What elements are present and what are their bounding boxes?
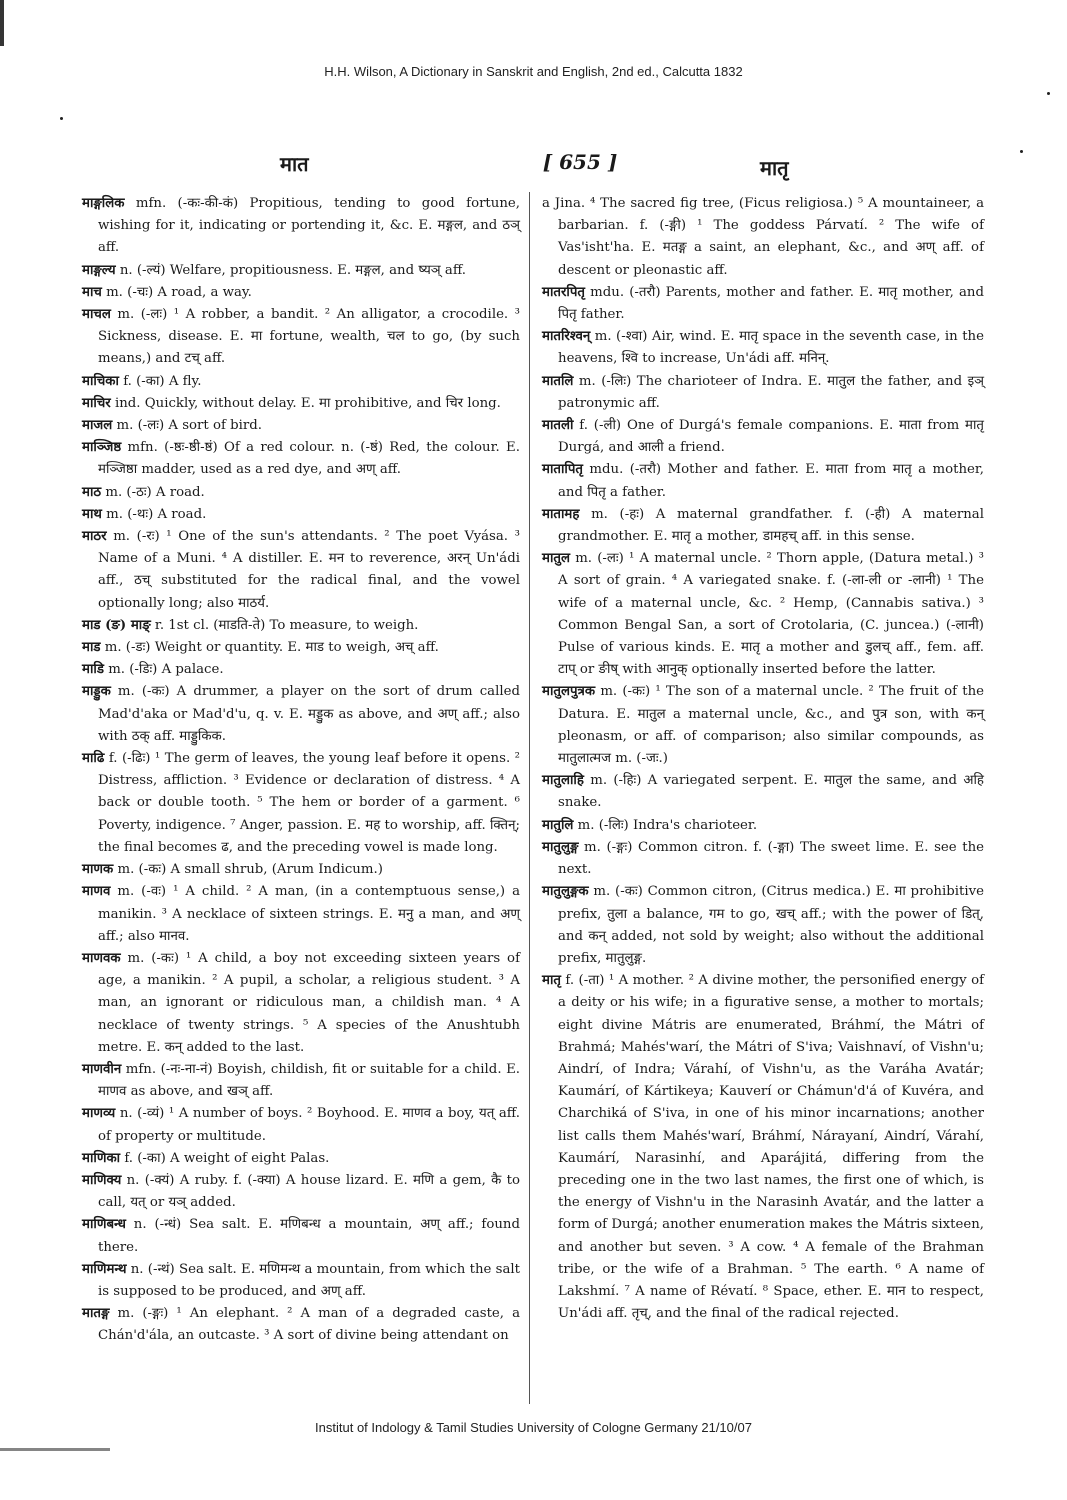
running-head-left-word: मात — [280, 152, 309, 176]
definition-text: n. (-ल्यं) Welfare, propitiousness. E. मङ्गल, and ष्यञ् aff. — [119, 262, 467, 278]
headword: माडि — [82, 662, 104, 678]
headword: माणिबन्ध — [82, 1217, 126, 1233]
headword: माणिका — [82, 1150, 121, 1166]
dictionary-entry — [82, 504, 520, 526]
dictionary-entry — [542, 282, 984, 326]
definition-text: f. (-का) A weight of eight Palas. — [124, 1150, 330, 1166]
definition-text: mdu. (-तरौ) Parents, mother and father. E. मातृ mother, and पितृ father. — [558, 284, 984, 323]
headword: मातङ्ग — [82, 1306, 110, 1322]
definition-text: f. (-ढिः) ¹ The germ of leaves, the young leaf before it opens. ² Distress, affliction. ³ Evidence or declaration of distress. ⁴ A back or double tooth. ⁵ The hem or border of a garment. ⁶ Poverty, indigence. ⁷ Anger, passion. E. मह to worship, aff. क्तिन्; the final becomes ढ, and the preceding vowel is made long. — [98, 751, 520, 855]
definition-text: m. (-ङ्गः) Common citron. f. (-ङ्गा) The sweet lime. E. see the next. — [558, 839, 985, 878]
headword: मातलि — [542, 373, 574, 389]
source-citation: H.H. Wilson, A Dictionary in Sanskrit and English, 2nd ed., Calcutta 1832 — [324, 64, 743, 79]
headword: माङ्गलिक — [82, 196, 125, 211]
definition-text: f. (-ली) One of Durgá's female companions. E. माता from मातृ Durgá, and आली a friend. — [558, 418, 984, 456]
dictionary-entry — [542, 881, 984, 970]
definition-text: mfn. (-नः-ना-नं) Boyish, childish, fit or suitable for a child. E. माणव as above, and खञ् aff. — [98, 1061, 520, 1100]
headword: माणवीन — [82, 1061, 122, 1077]
dictionary-entry — [542, 371, 984, 415]
dictionary-entry — [542, 459, 984, 503]
headword: मातली — [542, 418, 574, 434]
dictionary-entry — [542, 815, 984, 837]
definition-text: mfn. (-ष्ठः-ष्ठी-ष्ठं) Of a red colour. n. (-ष्ठं) Red, the colour. E. मञ्जिष्ठा madder, used as a red dye, and अण् aff. — [98, 440, 520, 478]
digitization-credit: Institut of Indology & Tamil Studies University of Cologne Germany 21/10/07 — [315, 1420, 752, 1435]
dictionary-entry — [82, 482, 520, 504]
scan-edge-mark — [0, 1448, 110, 1451]
headword: मातृ — [542, 973, 561, 989]
dictionary-entry — [82, 1170, 520, 1214]
headword: माथ — [82, 506, 102, 522]
headword: माणक — [82, 862, 114, 878]
running-head — [80, 150, 990, 184]
headword: माच — [82, 284, 102, 300]
definition-text: r. 1st cl. (माडति-ते) To measure, to weigh. — [154, 617, 419, 633]
dictionary-entry — [82, 659, 520, 681]
definition-text: m. (-कः) ¹ The son of a maternal uncle. ² The fruit of the Datura. E. मातुल a maternal uncle, &c., and पुत्र son, with कन् pleonasm, or aff. of comparison; also similar compounds, as मातुलात्मज m. (-जः.) — [558, 684, 984, 767]
dictionary-entry — [82, 859, 520, 881]
definition-text: n. (-न्थं) Sea salt. E. मणिमन्थ a mountain, from which the salt is supposed to be produced, and अण् aff. — [98, 1261, 521, 1299]
scan-edge-mark — [0, 0, 26, 46]
headword: माठर — [82, 529, 107, 545]
definition-text: n. (-व्यं) ¹ A number of boys. ² Boyhood. E. माणव a boy, यत् aff. of property or multitude. — [98, 1106, 521, 1144]
dictionary-entry — [542, 681, 984, 770]
dictionary-entry — [82, 881, 520, 948]
dictionary-entry — [542, 326, 984, 370]
left-column — [82, 193, 520, 1348]
definition-text: m. (-हः) A maternal grandfather. f. (-ही) A maternal grandmother. E. मातृ a mother, डामहच् aff. in this sense. — [558, 506, 984, 545]
running-head-right-word: मातृ — [760, 156, 789, 180]
dictionary-entry — [82, 437, 520, 481]
headword: माणव — [82, 884, 111, 900]
dictionary-entry — [82, 1259, 520, 1303]
dictionary-entry — [542, 770, 984, 814]
definition-text: m. (-ठः) A road. — [105, 484, 205, 500]
dictionary-entry — [542, 970, 984, 1325]
definition-text: m. (-डः) Weight or quantity. E. माड to weigh, अच् aff. — [104, 640, 439, 656]
headword: माङ्गल्य — [82, 262, 116, 278]
headword: माड्डुक — [82, 684, 111, 700]
headword: माचल — [82, 307, 111, 323]
headword: माजल — [82, 418, 113, 434]
headword: मातुलाहि — [542, 773, 584, 789]
definition-text: m. (-चः) A road, a way. — [106, 284, 252, 300]
definition-text: n. (-न्धं) Sea salt. E. मणिबन्ध a mountain, अण् aff.; found there. — [98, 1217, 520, 1255]
definition-text: mfn. (-कः-की-कं) Propitious, tending to good fortune, wishing for it, indicating or portending it, &c. E. मङ्गल, and ठञ् aff. — [98, 196, 520, 256]
dictionary-entry — [82, 1148, 520, 1170]
headword: माचिका — [82, 373, 119, 389]
definition-text: m. (-वः) ¹ A child. ² A man, (in a contemptuous sense,) a manikin. ³ A necklace of sixteen strings. E. मनु a man, and अण् aff.; also मानव. — [98, 884, 520, 944]
dictionary-entry — [82, 1059, 520, 1103]
headword: माठ — [82, 484, 102, 500]
scan-speck — [1047, 92, 1050, 95]
definition-text: m. (-डिः) A palace. — [108, 662, 224, 678]
dictionary-entry — [82, 415, 520, 437]
dictionary-entry — [82, 260, 520, 282]
dictionary-entry — [82, 681, 520, 748]
scan-speck — [1020, 150, 1023, 153]
definition-text: m. (-रः) ¹ One of the sun's attendants. ² The poet Vyása. ³ Name of a Muni. ⁴ A distiller. E. मन to reverence, अरन् Un'ádi aff., ठच् substituted for the radical final, and the vowel optionally long; also माठर्य. — [98, 529, 520, 611]
page-number: [ 655 ] — [542, 150, 618, 174]
dictionary-entry — [82, 282, 520, 304]
definition-text: f. (-का) A fly. — [123, 373, 202, 389]
dictionary-entry — [82, 526, 520, 615]
definition-text: m. (-कः) A drummer, a player on the sort of drum called Mad'd'aka or Mad'd'u, q. v. E. मड्डुक as above, and अण् aff.; also with ठक् aff. माड्डुकिक. — [98, 684, 520, 744]
headword: मातरपितृ — [542, 284, 585, 300]
headword: माणवक — [82, 950, 121, 966]
dictionary-entry — [82, 1303, 520, 1347]
definition-text: m. (-ङ्गः) ¹ An elephant. ² A man of a degraded caste, a Chán'd'ála, an outcaste. ³ A sort of divine being attendant on — [98, 1306, 520, 1344]
column-divider — [529, 192, 530, 1404]
headword: मातरिश्वन् — [542, 329, 591, 345]
dictionary-entry — [542, 837, 984, 881]
dictionary-entry — [542, 548, 984, 681]
definition-text: m. (-लः) A sort of bird. — [116, 418, 262, 434]
headword: मातुलुङ्गक — [542, 884, 589, 900]
headword: माणव्य — [82, 1106, 116, 1122]
definition-text: f. (-ता) ¹ A mother. ² A divine mother, the personified energy of a deity or his wife; in a figurative sense, a mother to mortals; eight divine Mátris are enumerated, Bráhmí, the Mátri of Brahmá; Mahés'warí, the Mátri of S'iva; Vaishnaví, of Vishn'u; Aindrí, of Indra; Várahí, of Vishn'u, as the Varáha Avatár; Kaumárí, of Kártikeya; Kauverí or Chámun'd'á of Kuvéra, and Charchiká of S'iva, in one of his minor incarnations; another list calls them Mahés'warí, Bráhmí, Nárayaní, Aindrí, Várahí, Kaumárí, Narasinhí, and Aparájitá, differing from the preceding one in the two last names, the first one of which, is the energy of Vishn'u in the Narasinh Avatár, and the latter a form of Durgá; another enumeration makes the Mátris sixteen, and another but seven. ³ A cow. ⁴ A female of the Brahman tribe, or the wife of a Brahman. ⁵ The earth. ⁶ A name of Lakshmí. ⁷ A name of Révatí. ⁸ Space, ether. E. मान to respect, Un'ádi aff. तृच्, and the final of the radical rejected. — [558, 973, 985, 1322]
definition-text: m. (-थः) A road. — [106, 506, 207, 522]
definition-text: a Jina. ⁴ The sacred fig tree, (Ficus religiosa.) ⁵ A mountaineer, a barbarian. f. (-ङ्गी) ¹ The goddess Párvatí. ² The wife of Vas'isht'ha. E. मतङ्ग a saint, an elephant, &c., and अण् aff. of descent or pleonastic aff. — [542, 196, 984, 278]
dictionary-entry — [542, 504, 984, 548]
scan-speck — [60, 117, 63, 120]
headword: मातापितृ — [542, 462, 583, 478]
definition-text: m. (-कः) ¹ A child, a boy not exceeding sixteen years of age, a manikin. ² A pupil, a scholar, a religious student. ³ A man, an ignorant or ridiculous man, a childish man. ⁴ A necklace of twenty strings. ⁵ A species of the Anushtubh metre. E. कन् added to the last. — [98, 950, 520, 1055]
definition-text: m. (-कः) A small shrub, (Arum Indicum.) — [117, 862, 383, 878]
dictionary-entry — [82, 304, 520, 371]
definition-text: ind. Quickly, without delay. E. मा prohibitive, and चिर long. — [114, 395, 501, 411]
dictionary-entry — [542, 415, 984, 459]
definition-text: n. (-क्यं) A ruby. f. (-क्या) A house lizard. E. मणि a gem, कै to call, यत् or यञ् added. — [98, 1172, 520, 1211]
dictionary-entry — [82, 371, 520, 393]
dictionary-entry — [542, 193, 984, 282]
headword: मातुलपुत्रक — [542, 684, 596, 700]
headword: मातुल — [542, 551, 570, 567]
definition-text: mdu. (-तरौ) Mother and father. E. माता from मातृ a mother, and पितृ a father. — [558, 462, 984, 500]
headword: मातामह — [542, 506, 580, 522]
headword: माड — [82, 640, 101, 656]
headword: माञ्जिष्ठ — [82, 440, 122, 456]
dictionary-entry — [82, 193, 520, 260]
definition-text: m. (-लः) ¹ A maternal uncle. ² Thorn apple, (Datura metal.) ³ A sort of grain. ⁴ A variegated snake. f. (-ला-ली or -लानी) ¹ The wife of a maternal uncle, &c. ² Hemp, (Cannabis sativa.) ³ Common Bengal San, a sort of Crotolaria, (C. juncea.) (-लानी) Pulse of various kinds. E. मातृ a mother and डुलच् aff., fem. aff. टाप् or ङीष् with आनुक् optionally inserted before the latter. — [558, 551, 984, 678]
definition-text: m. (-लिः) Indra's charioteer. — [577, 817, 758, 833]
headword: माढि — [82, 751, 105, 767]
definition-text: m. (-श्वा) Air, wind. E. मातृ space in the seventh case, in the heavens, श्वि to increase, Un'ádi aff. मनिन्. — [558, 329, 984, 367]
definition-text: m. (-लिः) The charioteer of Indra. E. मातुल the father, and इञ् patronymic aff. — [558, 373, 984, 411]
headword: माणिक्य — [82, 1172, 122, 1188]
dictionary-entry — [82, 748, 520, 859]
right-column — [542, 193, 984, 1325]
headword: माड (ङ) माङ् — [82, 617, 151, 633]
dictionary-entry — [82, 393, 520, 415]
dictionary-entry — [82, 1214, 520, 1258]
dictionary-entry — [82, 637, 520, 659]
definition-text: m. (-कः) Common citron, (Citrus medica.) E. मा prohibitive prefix, तुला a balance, गम to go, खच् aff.; with the power of डित्, and कन् added, not sold by weight; also without the additional prefix, मातुलुङ्ग. — [558, 884, 984, 966]
headword: माणिमन्थ — [82, 1261, 127, 1277]
dictionary-entry — [82, 615, 520, 637]
definition-text: m. (-हिः) A variegated serpent. E. मातुल the same, and अहि snake. — [558, 773, 984, 811]
headword: माचिर — [82, 395, 111, 411]
headword: मातुलुङ्ग — [542, 839, 579, 855]
dictionary-entry — [82, 948, 520, 1059]
headword: मातुलि — [542, 817, 574, 833]
definition-text: m. (-लः) ¹ A robber, a bandit. ² An alligator, a crocodile. ³ Sickness, disease. E. मा fortune, wealth, चल to go, (by such means,) and टच् aff. — [98, 307, 520, 367]
dictionary-entry — [82, 1103, 520, 1147]
